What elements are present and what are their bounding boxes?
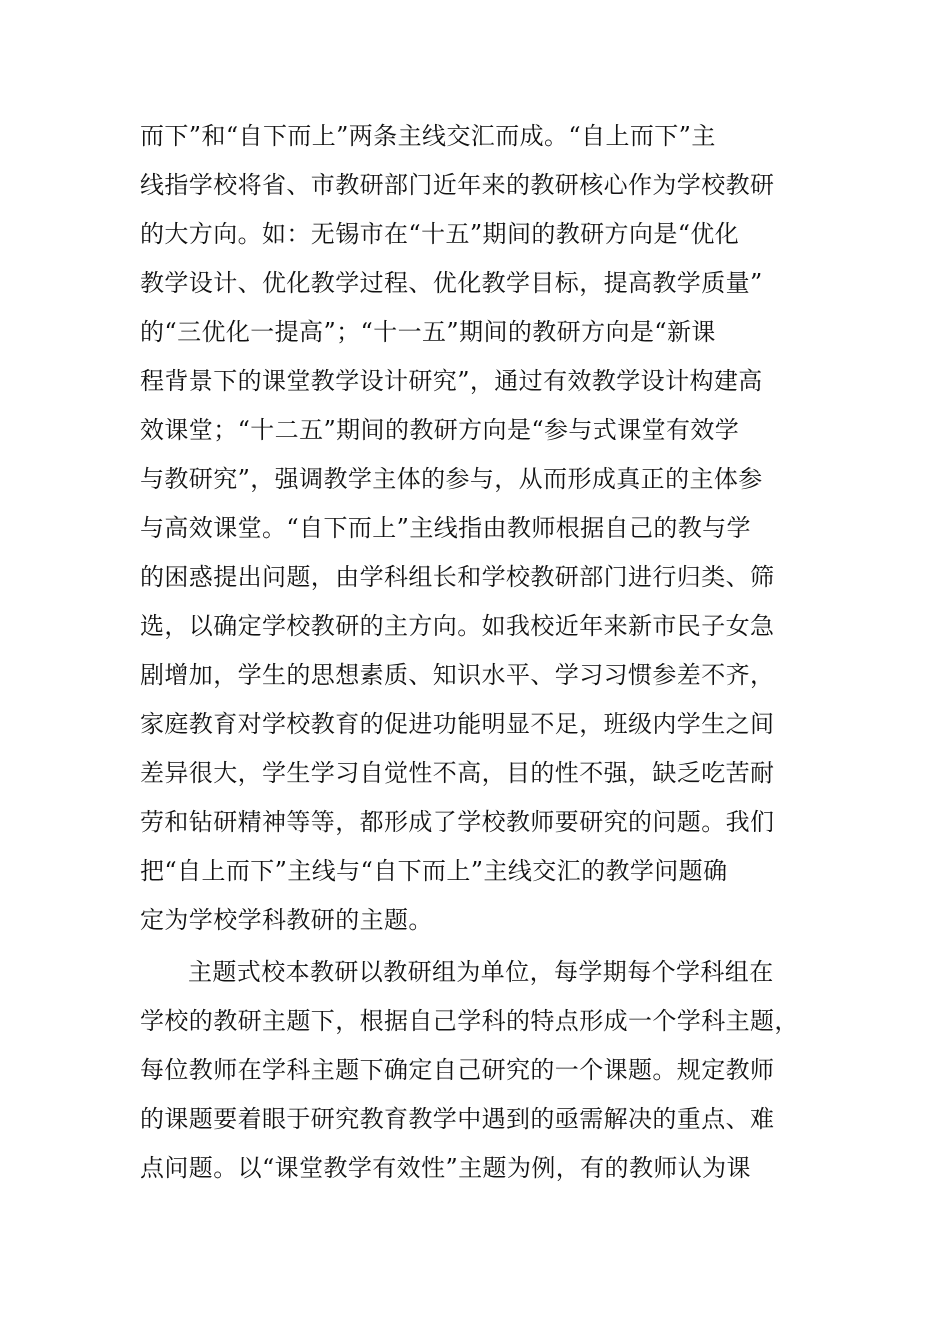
document-body bbox=[140, 112, 830, 1193]
paragraph-2 bbox=[140, 948, 830, 1193]
paragraph-line: 的课题要着眼于研究教育教学中遇到的亟需解决的重点、难 bbox=[140, 1105, 775, 1133]
paragraph-line: 效课堂；“十二五”期间的教研方向是“参与式课堂有效学 bbox=[140, 416, 740, 444]
paragraph-line: 程背景下的课堂教学设计研究”，通过有效教学设计构建高 bbox=[140, 367, 763, 395]
paragraph-line: 与教研究”，强调教学主体的参与，从而形成真正的主体参 bbox=[140, 465, 763, 493]
paragraph-line: 学校的教研主题下，根据自己学科的特点形成一个学科主题， bbox=[140, 1007, 799, 1035]
paragraph-line: 线指学校将省、市教研部门近年来的教研核心作为学校教研 bbox=[140, 171, 775, 199]
paragraph-1 bbox=[140, 112, 830, 945]
paragraph-line: 定为学校学科教研的主题。 bbox=[140, 906, 433, 934]
paragraph-line: 主题式校本教研以教研组为单位，每学期每个学科组在 bbox=[188, 958, 774, 986]
paragraph-line: 的“三优化一提高”；“十一五”期间的教研方向是“新课 bbox=[140, 318, 716, 346]
paragraph-line: 差异很大，学生学习自觉性不高，目的性不强，缺乏吃苦耐 bbox=[140, 759, 775, 787]
paragraph-line: 家庭教育对学校教育的促进功能明显不足，班级内学生之间 bbox=[140, 710, 775, 738]
paragraph-line: 与高效课堂。“自下而上”主线指由教师根据自己的教与学 bbox=[140, 514, 751, 542]
paragraph-line: 而下”和“自下而上”两条主线交汇而成。“自上而下”主 bbox=[140, 122, 716, 150]
paragraph-line: 剧增加，学生的思想素质、知识水平、学习习惯参差不齐， bbox=[140, 661, 775, 689]
paragraph-line: 劳和钻研精神等等，都形成了学校教师要研究的问题。我们 bbox=[140, 808, 775, 836]
paragraph-line: 选，以确定学校教研的主方向。如我校近年来新市民子女急 bbox=[140, 612, 775, 640]
paragraph-line: 的困惑提出问题，由学科组长和学校教研部门进行归类、筛 bbox=[140, 563, 775, 591]
paragraph-line: 的大方向。如：无锡市在“十五”期间的教研方向是“优化 bbox=[140, 220, 740, 248]
paragraph-line: 点问题。以“课堂教学有效性”主题为例，有的教师认为课 bbox=[140, 1154, 751, 1182]
paragraph-line: 把“自上而下”主线与“自下而上”主线交汇的教学问题确 bbox=[140, 857, 728, 885]
paragraph-line: 教学设计、优化教学过程、优化教学目标，提高教学质量” bbox=[140, 269, 763, 297]
paragraph-line: 每位教师在学科主题下确定自己研究的一个课题。规定教师 bbox=[140, 1056, 775, 1084]
